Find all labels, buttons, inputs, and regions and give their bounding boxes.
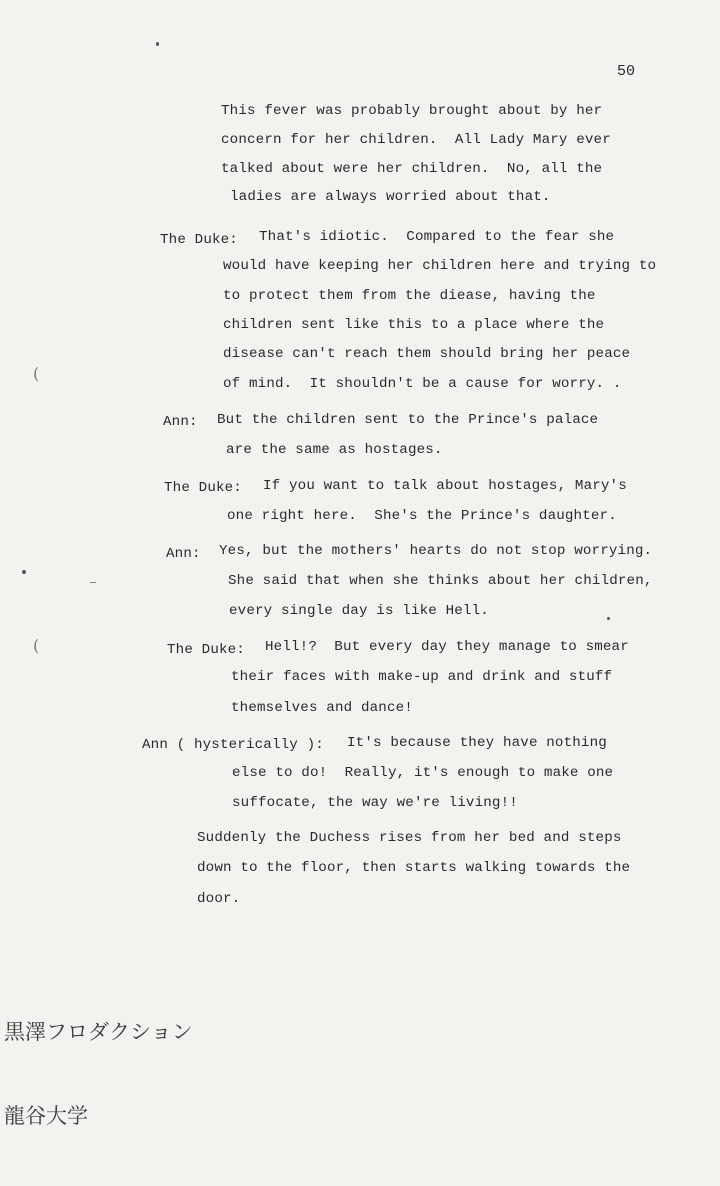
dialogue-line: If you want to talk about hostages, Mary's	[263, 478, 627, 494]
dialogue-line: one right here. She's the Prince's daughter.	[227, 508, 617, 524]
margin-mark: (	[33, 364, 40, 383]
stage-direction-line: Suddenly the Duchess rises from her bed and steps	[197, 830, 622, 846]
dialogue-line: every single day is like Hell.	[229, 603, 489, 619]
page-number: 50	[617, 63, 636, 80]
dialogue-line: But the children sent to the Prince's palace	[217, 412, 599, 428]
dialogue-line: It's because they have nothing	[347, 735, 607, 751]
dialogue-line: She said that when she thinks about her children,	[228, 573, 653, 589]
dialogue-line: disease can't reach them should bring her peace	[223, 346, 631, 362]
dialogue-line: of mind. It shouldn't be a cause for worry. .	[223, 376, 622, 392]
dialogue-line: Yes, but the mothers' hearts do not stop worrying.	[219, 543, 653, 559]
speaker-label: The Duke:	[167, 642, 245, 658]
paper-speck	[607, 617, 610, 620]
text-line: concern for her children. All Lady Mary ever	[221, 132, 611, 148]
dialogue-line: Hell!? But every day they manage to smear	[265, 639, 629, 655]
dialogue-line: else to do! Really, it's enough to make one	[232, 765, 614, 781]
speaker-label: The Duke:	[160, 232, 238, 248]
dialogue-line: would have keeping her children here and trying to	[223, 258, 657, 274]
text-line: This fever was probably brought about by her	[221, 103, 603, 119]
dialogue-line: suffocate, the way we're living!!	[232, 795, 518, 811]
watermark-line: 龍谷大学	[4, 1104, 88, 1128]
watermark-line: 黒澤フロダクション	[4, 1020, 193, 1044]
dialogue-line: That's idiotic. Compared to the fear she	[259, 229, 615, 245]
speaker-label: The Duke:	[164, 480, 242, 496]
margin-mark: (	[33, 636, 40, 655]
paper-speck	[90, 582, 96, 583]
dialogue-line: are the same as hostages.	[226, 442, 443, 458]
text-line: ladies are always worried about that.	[230, 189, 551, 205]
dialogue-line: to protect them from the diease, having the	[223, 288, 596, 304]
speaker-label: Ann ( hysterically ):	[142, 737, 324, 753]
paper-speck	[22, 570, 26, 574]
archive-watermark	[4, 962, 193, 1186]
stage-direction-line: down to the floor, then starts walking towards the	[197, 860, 631, 876]
text-line: talked about were her children. No, all the	[221, 161, 603, 177]
speaker-label: Ann:	[166, 546, 201, 562]
speaker-label: Ann:	[163, 414, 198, 430]
dialogue-line: their faces with make-up and drink and stuff	[231, 669, 613, 685]
stage-direction-line: door.	[197, 891, 241, 907]
dialogue-line: children sent like this to a place where the	[223, 317, 605, 333]
dialogue-line: themselves and dance!	[231, 700, 413, 716]
paper-speck	[156, 42, 159, 46]
